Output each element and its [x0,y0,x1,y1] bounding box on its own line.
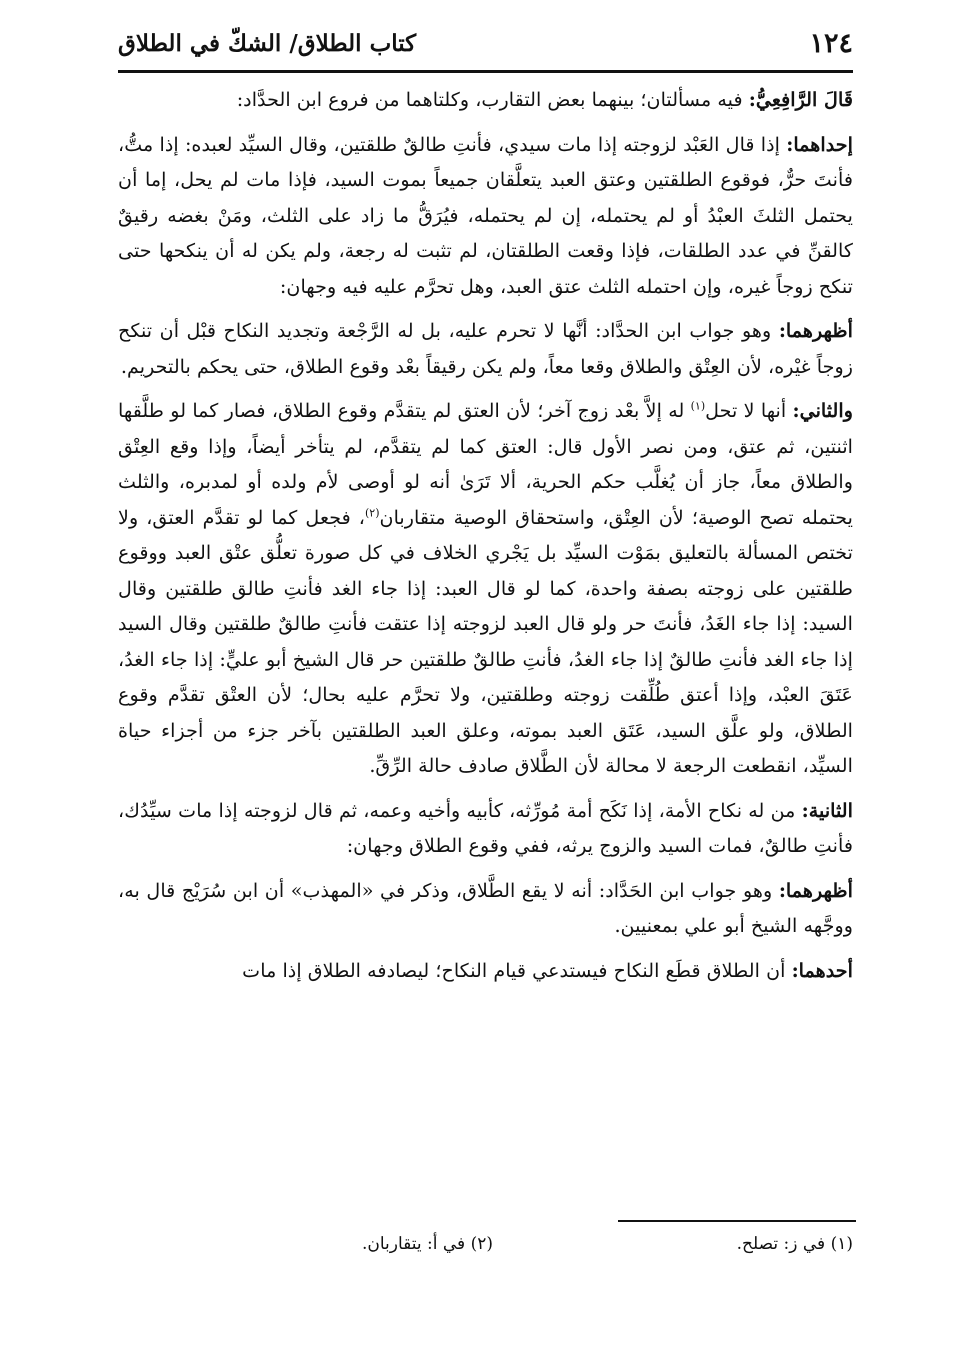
paragraph-text: من له نكاح الأمة، إذا نَكَح أمة مُورِّثه، كأبيه وأخيه وعمه، ثم قال لزوجته إذا مات سيِّدُك، فأنتِ طالقٌ، فمات السيد والزوج يرثه، ففي وقوع الطلاق وجهان: [118,798,853,857]
footnote-ref-2[interactable]: (٢) [364,506,380,520]
paragraph-second-view [118,393,853,784]
paragraph-first-issue [118,127,853,305]
footnote-2: (٢) في أ: يتقاربان. [361,1234,493,1254]
paragraph-text: أن الطلاق قطَع النكاح فيستدعي قيام النكاح؛ ليصادفه الطلاق إذا مات [242,958,792,982]
paragraph-text: إذا قال العَبْد لزوجته إذا مات سيدي، فأنتِ طالقٌ طلقتين، وقال السيِّد لعبده: إذا متُّ، فأنتَ حرٌّ، فوقوع الطلقتين وعتق العبد يتعلَّقان جميعاً بموت السيد، فإذا مات لم يحل، إما أن يحتمل الثلثَ العبْدُ أو لم يحتمله، إن لم يحتمله، فيُرَقُّ ما زاد على الثلث، ومَنْ بغضه رقيقٌ كالقنِّ في عدد الطلقات، فإذا وقعت الطلقتان، لم تثبت له رجعة، ولم يكن له أن ينكحها حتى تنكح زوجاً غيره، وإن احتمله الثلث عتق العبد، وهل تحرَّم عليه فيه وجهان: [118,132,853,298]
body-text [118,82,853,997]
paragraph-lead: قَالَ الرَّافِعِيُّ: [748,88,853,111]
paragraph-lead: الثانية: [801,798,853,822]
paragraph-rafii [118,82,853,118]
footnote-1: (١) في ز: تصلح. [736,1234,853,1254]
paragraph-lead: إحداهما: [786,132,853,156]
footnote-ref-1[interactable]: (١) [690,399,706,413]
paragraph-lead: أظهرهما: [778,319,853,342]
paragraph-text: ، فجعل كما لو تقدَّم العتق، ولا تختص المسألة بالتعليق بمَوْت السيِّد بل يَجْري الخلاف في كل صورة تعلُّق عتْق العبد ووقوع طلقتين على زوجته بصفة واحدة، كما لو قال العبد: إذا جاء الغد فأنتِ طالق طلقتين وقال السيد: إذا جاء الغَدُ، فأنتَ حر ولو قال العبد لزوجته إذا عتقت فأنتِ طالقٌ طلقتين وقال السيد إذا جاء الغد فأنتِ طالقٌ إذا جاء الغدُ، فأنتِ طالقٌ طلقتين حر قال الشيخ أبو عليٍّ: إذا جاء الغدُ، عَتَقَ العبْد، وإذا أعتق طُلِّقت زوجته وطلقتين، ولا تحرَّم عليه بحال؛ لأن العتْق تقدَّم وقوع الطلاق، ولو علَّق السيد، عَتَق العبد بموته، وعلق العبد الطلقتين بآخر جزء من أجزاء حياة السيِّد، انقطعت الرجعة لا محالة لأن الطَّلاق صادف حالة الرِّقِّ. [118,505,853,777]
page-number: ١٢٤ [809,28,853,59]
paragraph-text: وهو جواب ابن الحَدَّاد: أنه لا يقع الطَّلاق، وذكر في «المهذب» أن ابن سُرَيْج قال به، ووجَّهه الشيخ أبو علي بمعنيين. [118,878,853,937]
paragraph-second-issue [118,793,853,864]
paragraph-lead: أظهرهما: [778,878,853,902]
header-rule [118,70,853,73]
paragraph-text: فيه مسألتان؛ بينهما بعض التقارب، وكلتاهما من فروع ابن الحدَّاد: [236,88,749,111]
paragraph-lead: والثاني: [792,399,853,422]
running-title: كتاب الطلاق/ الشكّ في الطلاق [118,30,417,57]
paragraph-most-apparent-2 [118,873,853,944]
paragraph-first-meaning [118,953,853,989]
paragraph-most-apparent [118,313,853,384]
paragraph-lead: أحدهما: [791,958,853,982]
footnotes [118,1234,853,1264]
footnote-rule [618,1220,856,1222]
paragraph-text: له إلاَّ بعْد زوج آخر؛ لأن العتق لم يتقدَّم وقوع الطلاق، فصار كما لو طلَّقها اثنتين، ثم عتق، ومن نصر الأول قال: العتق كما لم يتقدَّم، لم يتأخر أيضاً، وإذا وقع العِتْق والطلاق معاً، جاز أن يُغلَّب حكم الحرية، ألا تَرَىٰ أنه لو أوصى لأم ولده أو لمدبره، والثلث يحتمله تصح الوصية؛ لأن العِتْق، واستحقاق الوصية متقاربان [118,399,854,529]
paragraph-text: أنها لا تحل [705,399,793,422]
paragraph-text: وهو جواب ابن الحدَّاد: أنَّها لا تحرم عليه، بل له الرَّجْعة وتجديد النكاح قبْل أن تنكح زوجاً غيْره، لأن العِتْق والطلاق وقعا معاً، ولم يكن رقيقاً بعْد وقوع الطلاق، حتى يحكم بالتحريم. [118,319,853,378]
page-header [118,22,853,66]
